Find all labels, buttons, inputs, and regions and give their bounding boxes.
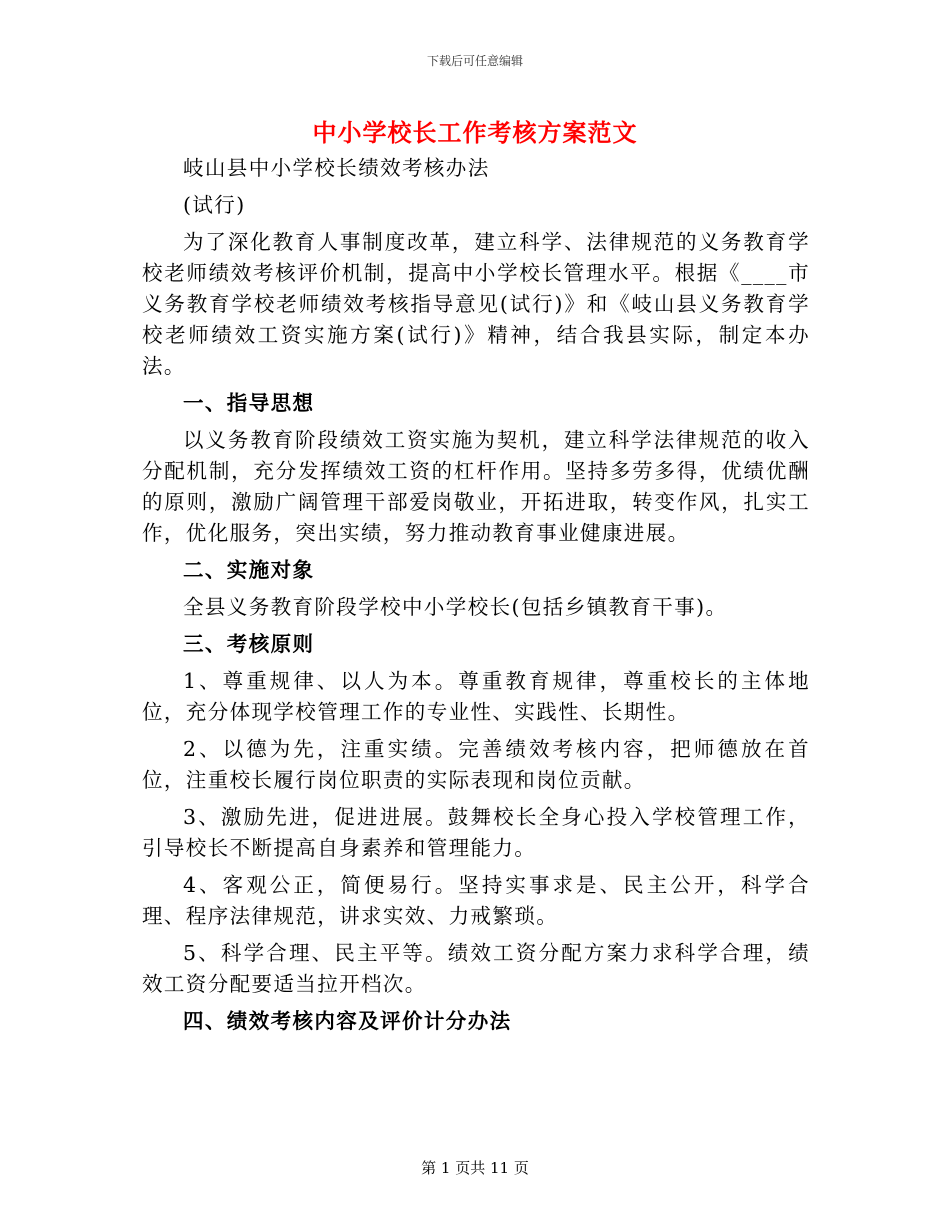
principle-4: 4、客观公正，简便易行。坚持实事求是、民主公开，科学合理、程序法律规范，讲求实效、力戒繁琐。 — [142, 873, 810, 928]
section-2-paragraph: 全县义务教育阶段学校中小学校长(包括乡镇教育干事)。 — [183, 595, 728, 619]
principle-2: 2、以德为先，注重实绩。完善绩效考核内容，把师德放在首位，注重校长履行岗位职责的实际表现和岗位贡献。 — [142, 737, 810, 792]
principle-5: 5、科学合理、民主平等。绩效工资分配方案力求科学合理，绩效工资分配要适当拉开档次。 — [142, 941, 810, 996]
section-heading-3: 三、考核原则 — [183, 632, 315, 656]
principle-3: 3、激励先进，促进进展。鼓舞校长全身心投入学校管理工作，引导校长不断提高自身素养和管理能力。 — [142, 805, 810, 860]
document-title: 中小学校长工作考核方案范文 — [312, 118, 638, 147]
subtitle-note: (试行) — [183, 193, 246, 217]
page-header: 下载后可任意编辑 — [426, 54, 523, 68]
section-1-paragraph: 以义务教育阶段绩效工资实施为契机，建立科学法律规范的收入分配机制，充分发挥绩效工资的杠杆作用。坚持多劳多得，优绩优酬的原则，激励广阔管理干部爱岗敬业，开拓进取，转变作风，扎实工作，优化服务，突出实绩，努力推动教育事业健康进展。 — [142, 428, 810, 545]
principle-1: 1、尊重规律、以人为本。尊重教育规律，尊重校长的主体地位，充分体现学校管理工作的专业性、实践性、长期性。 — [142, 669, 810, 724]
intro-paragraph: 为了深化教育人事制度改革，建立科学、法律规范的义务教育学校老师绩效考核评价机制，提高中小学校长管理水平。根据《____市义务教育学校老师绩效考核指导意见(试行)》和《岐山县义务教育学校老师绩效工资实施方案(试行)》精神，结合我县实际，制定本办法。 — [142, 230, 810, 378]
subtitle: 岐山县中小学校长绩效考核办法 — [183, 156, 490, 180]
section-heading-1: 一、指导思想 — [183, 391, 315, 415]
page-footer: 第 1 页共 11 页 — [421, 1159, 529, 1177]
document-body — [142, 153, 810, 1037]
section-heading-2: 二、实施对象 — [183, 558, 315, 582]
section-heading-4: 四、绩效考核内容及评价计分办法 — [183, 1009, 512, 1033]
